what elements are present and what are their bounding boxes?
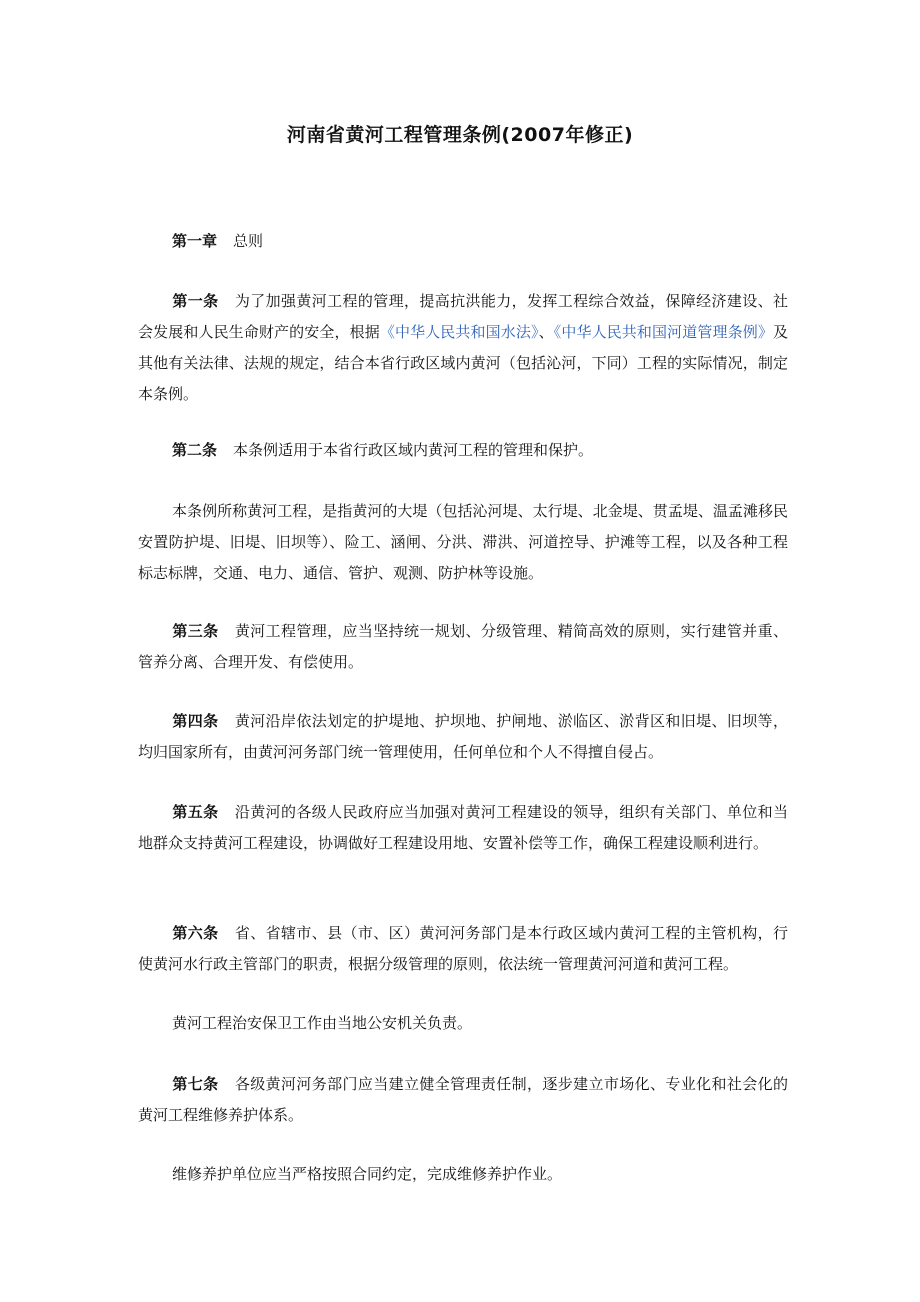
chapter-label: 第一章 <box>172 232 218 250</box>
article-1-label: 第一条 <box>172 292 219 310</box>
article-4-text: 黄河沿岸依法划定的护堤地、护坝地、护闸地、淤临区、淤背区和旧堤、旧坝等，均归国家所有，由黄河河务部门统一管理使用，任何单位和个人不得擅自侵占。 <box>138 712 788 761</box>
river-regulation-link[interactable]: 《中华人民共和国河道管理条例》 <box>553 323 773 341</box>
article-6-text: 省、省辖市、县（市、区）黄河河务部门是本行政区域内黄河工程的主管机构，行使黄河水行政主管部门的职责，根据分级管理的原则，依法统一管理黄河河道和黄河工程。 <box>138 924 788 973</box>
article-7-paragraph-2-text: 维修养护单位应当严格按照合同约定，完成维修养护作业。 <box>172 1165 563 1183</box>
article-2 <box>138 435 788 466</box>
article-2-text: 本条例适用于本省行政区域内黄河工程的管理和保护。 <box>233 441 594 459</box>
article-5-label: 第五条 <box>172 803 219 821</box>
article-6-paragraph-2 <box>138 1008 788 1039</box>
article-1 <box>138 286 788 410</box>
article-3 <box>138 616 788 678</box>
article-6 <box>138 918 788 980</box>
chapter-title: 总则 <box>233 232 264 250</box>
document-title: 河南省黄河工程管理条例(2007年修正) <box>286 124 634 146</box>
article-3-text: 黄河工程管理，应当坚持统一规划、分级管理、精简高效的原则，实行建管并重、管养分离、合理开发、有偿使用。 <box>138 622 788 671</box>
article-7 <box>138 1069 788 1131</box>
chapter-heading <box>138 226 788 257</box>
article-6-label: 第六条 <box>172 924 219 942</box>
article-4 <box>138 706 788 768</box>
article-2-paragraph-2-text: 本条例所称黄河工程，是指黄河的大堤（包括沁河堤、太行堤、北金堤、贯孟堤、温孟滩移民安置防护堤、旧堤、旧坝等）、险工、涵闸、分洪、滞洪、河道控导、护滩等工程，以及各种工程标志标牌，交通、电力、通信、管护、观测、防护林等设施。 <box>138 502 788 582</box>
article-3-label: 第三条 <box>172 622 219 640</box>
article-2-paragraph-2 <box>138 496 788 589</box>
article-1-separator: 、 <box>538 323 554 341</box>
article-1-text-a: 为了加强黄河工程的管理，提高抗洪能力，发挥工程综合效益，保障经济建设、社会发展和人民生命财产的安全，根据 <box>138 292 788 341</box>
article-2-label: 第二条 <box>172 441 218 459</box>
article-6-paragraph-2-text: 黄河工程治安保卫工作由当地公安机关负责。 <box>172 1014 473 1032</box>
article-7-paragraph-2 <box>138 1159 788 1190</box>
article-5-text: 沿黄河的各级人民政府应当加强对黄河工程建设的领导，组织有关部门、单位和当地群众支持黄河工程建设，协调做好工程建设用地、安置补偿等工作，确保工程建设顺利进行。 <box>138 803 788 852</box>
article-1-text-b: 及其他有关法律、法规的规定，结合本省行政区域内黄河（包括沁河，下同）工程的实际情况，制定本条例。 <box>138 323 788 403</box>
article-7-label: 第七条 <box>172 1075 219 1093</box>
water-law-link[interactable]: 《中华人民共和国水法》 <box>379 323 539 341</box>
article-4-label: 第四条 <box>172 712 219 730</box>
article-7-text: 各级黄河河务部门应当建立健全管理责任制，逐步建立市场化、专业化和社会化的黄河工程维修养护体系。 <box>138 1075 788 1124</box>
article-5 <box>138 797 788 859</box>
